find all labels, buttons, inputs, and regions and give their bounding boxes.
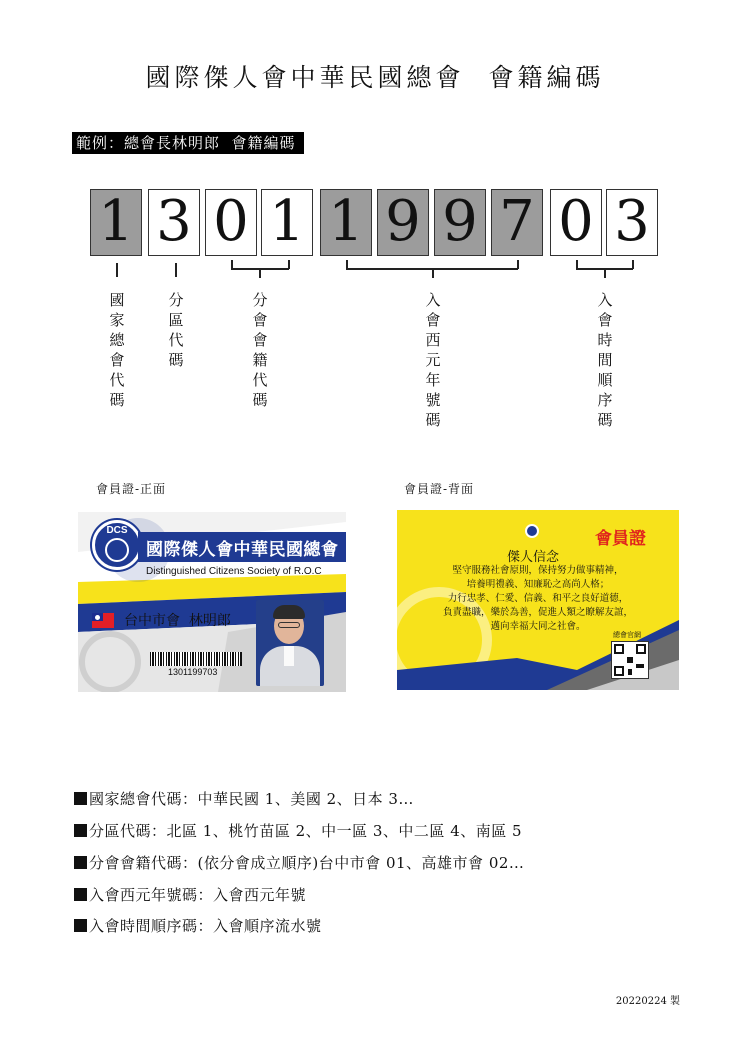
bullet-square-icon — [74, 824, 87, 837]
bullet-square-icon — [74, 888, 87, 901]
code-digit: 3 — [606, 189, 658, 256]
dcs-emblem-icon — [525, 524, 539, 538]
creed-title: 傑人信念 — [507, 550, 560, 565]
bullet-square-icon — [74, 792, 87, 805]
page-title: 國際傑人會中華民國總會 會籍編碼 — [145, 63, 605, 92]
bullet-square-icon — [74, 856, 87, 869]
bracket-line — [432, 268, 434, 278]
code-digit: 1 — [261, 189, 313, 256]
card-back-caption: 會員證-背面 — [404, 482, 475, 496]
member-card-back — [397, 510, 679, 690]
label-year-code: 入會西元年號碼 — [425, 291, 441, 429]
bracket-line — [175, 263, 177, 277]
qr-code-icon — [611, 641, 649, 679]
note-item: 入會西元年號碼：入會西元年號 — [74, 884, 306, 905]
creed-line: 堅守服務社會原則，保持努力做事精神， — [452, 565, 624, 576]
label-chapter-code: 分會會籍代碼 — [252, 291, 268, 409]
label-country-code: 國家總會代碼 — [109, 291, 125, 409]
bracket-line — [259, 268, 261, 278]
note-item: 入會時間順序碼：入會順序流水號 — [74, 915, 322, 936]
roc-flag-icon — [92, 613, 114, 628]
bracket-line — [604, 268, 606, 278]
code-digit: 3 — [148, 189, 200, 256]
note-item: 分區代碼：北區 1、桃竹苗區 2、中一區 3、中二區 4、南區 5 — [74, 820, 522, 841]
org-name-en: Distinguished Citizens Society of R.O.C — [146, 566, 322, 577]
member-card-front — [78, 512, 346, 692]
dcs-logo-icon — [92, 520, 142, 570]
code-digit: 0 — [205, 189, 257, 256]
bracket-line — [116, 263, 118, 277]
label-sequence-code: 入會時間順序碼 — [597, 291, 613, 429]
note-item: 分會會籍代碼：(依分會成立順序)台中市會 01、高雄市會 02… — [74, 852, 524, 873]
card-front-caption: 會員證-正面 — [96, 482, 167, 496]
code-digit: 9 — [434, 189, 486, 256]
code-digit: 1 — [320, 189, 372, 256]
qr-caption: 總會官網 — [613, 631, 641, 639]
code-digit: 7 — [491, 189, 543, 256]
barcode — [150, 652, 242, 666]
example-label: 範例：總會長林明郎 會籍編碼 — [72, 132, 304, 154]
label-district-code: 分區代碼 — [168, 291, 184, 369]
creed-line: 邁向幸福大同之社會。 — [490, 621, 586, 632]
creed-line: 負責盡職，樂於為善，促進人類之瞭解友誼， — [442, 607, 633, 618]
code-digit: 0 — [550, 189, 602, 256]
code-digit: 1 — [90, 189, 142, 256]
barcode-number: 1301199703 — [168, 667, 218, 677]
creed-line: 培養明禮義、知廉恥之高尚人格； — [466, 579, 610, 590]
note-item: 國家總會代碼：中華民國 1、美國 2、日本 3… — [74, 788, 414, 809]
creed-text — [397, 564, 679, 634]
logo-text: DCS — [106, 525, 128, 536]
chapter-member-name: 台中市會 林明郎 — [124, 613, 231, 629]
footer-date: 20220224 製 — [615, 996, 680, 1007]
bullet-square-icon — [74, 919, 87, 932]
code-digit: 9 — [377, 189, 429, 256]
creed-line: 力行忠孝、仁愛、信義、和平之良好道德， — [447, 593, 629, 604]
card-heading: 會員證 — [595, 529, 646, 548]
org-name: 國際傑人會中華民國總會 — [146, 540, 339, 559]
member-photo — [256, 600, 324, 686]
